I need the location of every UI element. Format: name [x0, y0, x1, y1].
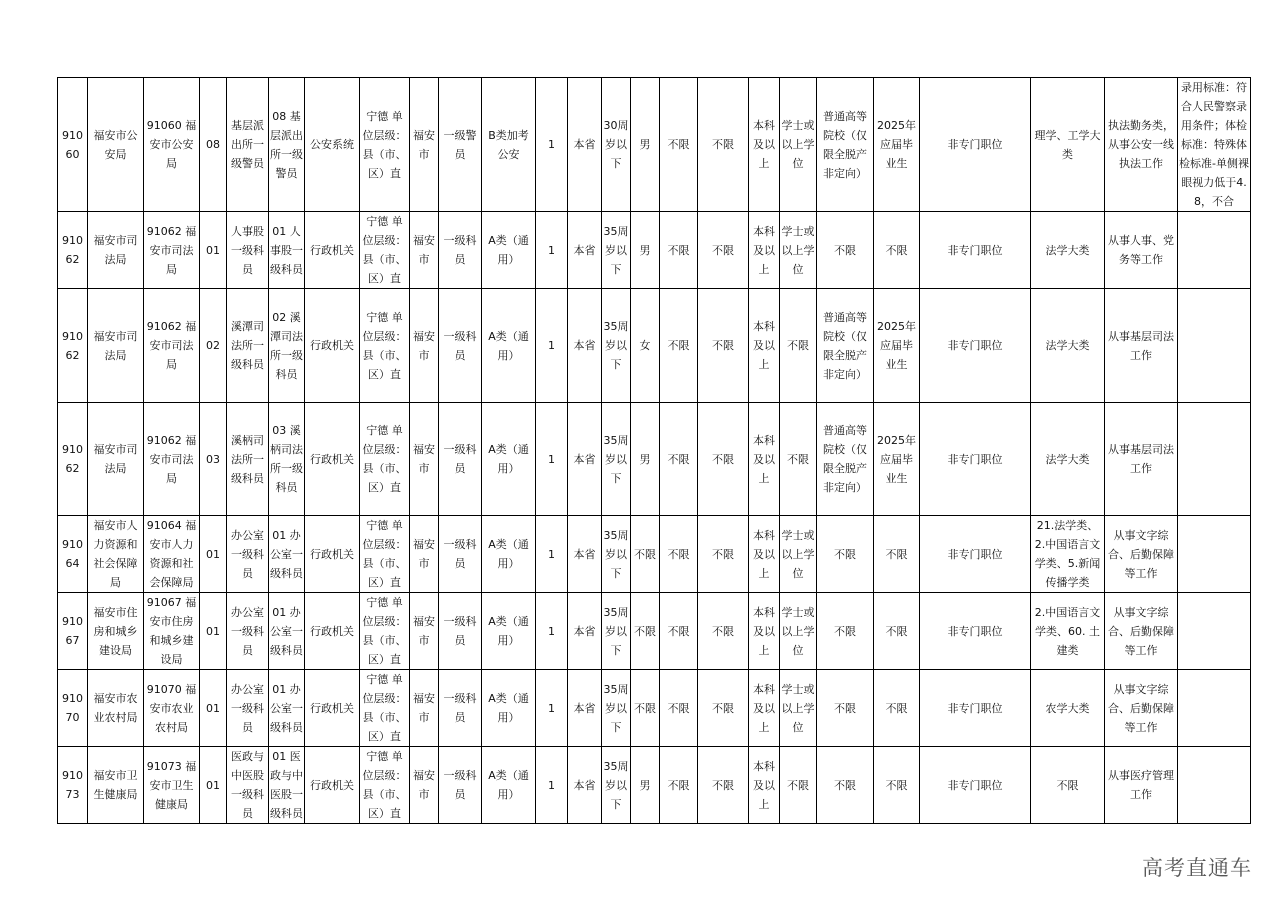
cell: 本省 — [568, 593, 602, 670]
cell: 非专门职位 — [920, 670, 1031, 747]
cell: 办公室一级科员 — [227, 593, 269, 670]
cell: 35周岁以下 — [602, 212, 631, 289]
cell: 不限 — [631, 670, 660, 747]
cell: 不限 — [698, 747, 749, 824]
cell: 91062 — [58, 403, 88, 516]
cell: A类（通用） — [482, 212, 536, 289]
cell: 91067 福安市住房和城乡建设局 — [144, 593, 200, 670]
cell: 宁德 单位层级：县（市、区）直 — [360, 747, 410, 824]
cell: 不限 — [817, 593, 874, 670]
cell: 1 — [536, 403, 568, 516]
cell: 不限 — [780, 747, 817, 824]
cell: 03 溪柄司法所一级科员 — [269, 403, 305, 516]
cell: 不限 — [631, 516, 660, 593]
cell: 本科及以上 — [749, 289, 780, 403]
cell: 30周岁以下 — [602, 78, 631, 212]
cell: A类（通用） — [482, 403, 536, 516]
cell: 溪柄司法所一级科员 — [227, 403, 269, 516]
cell: 不限 — [698, 289, 749, 403]
cell: 本省 — [568, 747, 602, 824]
cell: 法学大类 — [1031, 289, 1105, 403]
cell: 1 — [536, 78, 568, 212]
table-row — [58, 212, 1251, 289]
cell: 不限 — [660, 403, 698, 516]
cell: 35周岁以下 — [602, 516, 631, 593]
cell: 福安市司法局 — [88, 403, 144, 516]
cell: 不限 — [817, 670, 874, 747]
cell: 福安市公安局 — [88, 78, 144, 212]
watermark: 高考直通车 — [1142, 856, 1252, 880]
recruitment-table — [57, 77, 1251, 824]
cell: 一级科员 — [439, 516, 482, 593]
cell: 91064 福安市人力资源和社会保障局 — [144, 516, 200, 593]
cell: 91062 福安市司法局 — [144, 289, 200, 403]
cell: 91073 — [58, 747, 88, 824]
cell: 01 — [200, 747, 227, 824]
cell: 不限 — [874, 593, 920, 670]
cell: 本科及以上 — [749, 403, 780, 516]
cell: 01 医政与中医股一级科员 — [269, 747, 305, 824]
cell: 不限 — [874, 516, 920, 593]
cell: 08 基层派出所一级警员 — [269, 78, 305, 212]
cell: 不限 — [874, 747, 920, 824]
cell: 本科及以上 — [749, 670, 780, 747]
cell: 2025年应届毕业生 — [874, 78, 920, 212]
cell: 学士或以上学位 — [780, 593, 817, 670]
cell: 从事基层司法工作 — [1105, 403, 1178, 516]
cell: 非专门职位 — [920, 403, 1031, 516]
cell: 非专门职位 — [920, 289, 1031, 403]
cell: 21.法学类、2.中国语言文学类、5.新闻传播学类 — [1031, 516, 1105, 593]
cell: 从事文字综合、后勤保障等工作 — [1105, 670, 1178, 747]
cell: 本科及以上 — [749, 78, 780, 212]
cell: 不限 — [660, 516, 698, 593]
cell: 普通高等院校（仅限全脱产非定向） — [817, 78, 874, 212]
table-row — [58, 403, 1251, 516]
cell: 不限 — [631, 593, 660, 670]
cell: 男 — [631, 212, 660, 289]
cell: 福安市 — [410, 289, 439, 403]
cell: 35周岁以下 — [602, 403, 631, 516]
cell: 溪潭司法所一级科员 — [227, 289, 269, 403]
cell: 福安市 — [410, 747, 439, 824]
table-row — [58, 516, 1251, 593]
cell: 08 — [200, 78, 227, 212]
cell: 01 — [200, 670, 227, 747]
cell: A类（通用） — [482, 747, 536, 824]
cell: 本省 — [568, 289, 602, 403]
cell: 不限 — [874, 670, 920, 747]
cell: 本省 — [568, 78, 602, 212]
cell: 法学大类 — [1031, 212, 1105, 289]
cell: 办公室一级科员 — [227, 516, 269, 593]
table-row — [58, 593, 1251, 670]
cell: 行政机关 — [305, 403, 360, 516]
cell: 福安市卫生健康局 — [88, 747, 144, 824]
cell: 福安市 — [410, 593, 439, 670]
cell: 1 — [536, 516, 568, 593]
cell: 2.中国语言文学类、60. 土建类 — [1031, 593, 1105, 670]
cell: 从事人事、党务等工作 — [1105, 212, 1178, 289]
cell: 1 — [536, 670, 568, 747]
cell: 本科及以上 — [749, 516, 780, 593]
table-body — [58, 78, 1251, 824]
cell: 1 — [536, 593, 568, 670]
cell: 不限 — [660, 593, 698, 670]
cell: 一级科员 — [439, 289, 482, 403]
cell: 本省 — [568, 516, 602, 593]
cell: 宁德 单位层级：县（市、区）直 — [360, 403, 410, 516]
cell: 91062 — [58, 289, 88, 403]
cell: 不限 — [817, 212, 874, 289]
cell: A类（通用） — [482, 289, 536, 403]
cell: 理学、工学大类 — [1031, 78, 1105, 212]
table-row — [58, 78, 1251, 212]
cell: 一级警员 — [439, 78, 482, 212]
cell: 35周岁以下 — [602, 593, 631, 670]
cell: 学士或以上学位 — [780, 670, 817, 747]
cell: 91070 福安市农业农村局 — [144, 670, 200, 747]
cell: 2025年应届毕业生 — [874, 403, 920, 516]
cell: 非专门职位 — [920, 747, 1031, 824]
cell: 一级科员 — [439, 212, 482, 289]
cell: 从事医疗管理工作 — [1105, 747, 1178, 824]
cell: 35周岁以下 — [602, 747, 631, 824]
cell: 不限 — [1031, 747, 1105, 824]
cell: 35周岁以下 — [602, 289, 631, 403]
cell: 从事文字综合、后勤保障等工作 — [1105, 593, 1178, 670]
table-row — [58, 289, 1251, 403]
cell: 福安市 — [410, 212, 439, 289]
cell: 91062 福安市司法局 — [144, 403, 200, 516]
cell: 不限 — [698, 516, 749, 593]
cell: 男 — [631, 747, 660, 824]
cell: 01 — [200, 593, 227, 670]
cell: 不限 — [817, 747, 874, 824]
cell: 宁德 单位层级：县（市、区）直 — [360, 593, 410, 670]
cell: 不限 — [660, 747, 698, 824]
cell: 非专门职位 — [920, 212, 1031, 289]
cell: 行政机关 — [305, 670, 360, 747]
cell: 01 — [200, 212, 227, 289]
cell: 宁德 单位层级：县（市、区）直 — [360, 212, 410, 289]
cell — [1178, 747, 1251, 824]
cell: 本科及以上 — [749, 212, 780, 289]
cell — [1178, 403, 1251, 516]
cell: 91073 福安市卫生健康局 — [144, 747, 200, 824]
table-row — [58, 747, 1251, 824]
cell: 学士或以上学位 — [780, 78, 817, 212]
cell: 福安市住房和城乡建设局 — [88, 593, 144, 670]
cell: 一级科员 — [439, 403, 482, 516]
cell: 男 — [631, 78, 660, 212]
cell: 福安市 — [410, 403, 439, 516]
cell: 35周岁以下 — [602, 670, 631, 747]
cell: 91064 — [58, 516, 88, 593]
cell: 2025年应届毕业生 — [874, 289, 920, 403]
cell: 本省 — [568, 670, 602, 747]
cell — [1178, 212, 1251, 289]
cell: 91060 福安市公安局 — [144, 78, 200, 212]
cell: 不限 — [660, 289, 698, 403]
cell: 非专门职位 — [920, 78, 1031, 212]
cell: 03 — [200, 403, 227, 516]
cell: 91067 — [58, 593, 88, 670]
cell: 宁德 单位层级：县（市、区）直 — [360, 78, 410, 212]
cell: 福安市 — [410, 670, 439, 747]
cell: 不限 — [660, 78, 698, 212]
cell: 1 — [536, 289, 568, 403]
cell: 01 办公室一级科员 — [269, 670, 305, 747]
cell: 女 — [631, 289, 660, 403]
cell: 男 — [631, 403, 660, 516]
cell: 不限 — [698, 670, 749, 747]
cell: 普通高等院校（仅限全脱产非定向） — [817, 403, 874, 516]
cell: 不限 — [660, 212, 698, 289]
cell: 从事基层司法工作 — [1105, 289, 1178, 403]
cell: 01 人事股一级科员 — [269, 212, 305, 289]
cell: 01 — [200, 516, 227, 593]
cell: 非专门职位 — [920, 593, 1031, 670]
cell: 02 溪潭司法所一级科员 — [269, 289, 305, 403]
cell: 人事股一级科员 — [227, 212, 269, 289]
cell — [1178, 593, 1251, 670]
cell: 法学大类 — [1031, 403, 1105, 516]
cell: 一级科员 — [439, 747, 482, 824]
cell: 基层派出所一级警员 — [227, 78, 269, 212]
cell: 福安市人力资源和社会保障局 — [88, 516, 144, 593]
cell: B类加考公安 — [482, 78, 536, 212]
cell: 学士或以上学位 — [780, 516, 817, 593]
cell: 本科及以上 — [749, 593, 780, 670]
cell: A类（通用） — [482, 593, 536, 670]
cell: 01 办公室一级科员 — [269, 516, 305, 593]
cell: 不限 — [780, 403, 817, 516]
cell: 福安市农业农村局 — [88, 670, 144, 747]
cell: A类（通用） — [482, 516, 536, 593]
cell: 01 办公室一级科员 — [269, 593, 305, 670]
cell: 医政与中医股一级科员 — [227, 747, 269, 824]
cell: 一级科员 — [439, 670, 482, 747]
cell: 行政机关 — [305, 212, 360, 289]
cell: A类（通用） — [482, 670, 536, 747]
cell: 不限 — [698, 212, 749, 289]
cell: 宁德 单位层级：县（市、区）直 — [360, 670, 410, 747]
cell: 1 — [536, 212, 568, 289]
cell: 不限 — [698, 593, 749, 670]
cell: 行政机关 — [305, 593, 360, 670]
cell: 从事文字综合、后勤保障等工作 — [1105, 516, 1178, 593]
cell: 办公室一级科员 — [227, 670, 269, 747]
cell: 农学大类 — [1031, 670, 1105, 747]
cell: 执法勤务类，从事公安一线执法工作 — [1105, 78, 1178, 212]
cell: 不限 — [660, 670, 698, 747]
cell: 91060 — [58, 78, 88, 212]
cell: 91070 — [58, 670, 88, 747]
cell: 91062 — [58, 212, 88, 289]
cell: 福安市 — [410, 78, 439, 212]
cell: 非专门职位 — [920, 516, 1031, 593]
cell — [1178, 670, 1251, 747]
cell: 本省 — [568, 212, 602, 289]
cell: 录用标准：符合人民警察录用条件；体检标准：特殊体检标准-单侧裸眼视力低于4.8，不合 — [1178, 78, 1251, 212]
cell: 不限 — [817, 516, 874, 593]
cell: 不限 — [698, 403, 749, 516]
cell: 学士或以上学位 — [780, 212, 817, 289]
cell: 本省 — [568, 403, 602, 516]
cell: 行政机关 — [305, 289, 360, 403]
cell: 不限 — [698, 78, 749, 212]
cell: 福安市司法局 — [88, 212, 144, 289]
cell: 行政机关 — [305, 516, 360, 593]
cell: 行政机关 — [305, 747, 360, 824]
cell: 一级科员 — [439, 593, 482, 670]
cell: 普通高等院校（仅限全脱产非定向） — [817, 289, 874, 403]
cell: 宁德 单位层级：县（市、区）直 — [360, 516, 410, 593]
cell: 福安市 — [410, 516, 439, 593]
cell: 02 — [200, 289, 227, 403]
cell: 本科及以上 — [749, 747, 780, 824]
cell: 宁德 单位层级：县（市、区）直 — [360, 289, 410, 403]
cell: 1 — [536, 747, 568, 824]
cell: 不限 — [874, 212, 920, 289]
cell — [1178, 516, 1251, 593]
cell: 91062 福安市司法局 — [144, 212, 200, 289]
table-row — [58, 670, 1251, 747]
cell: 福安市司法局 — [88, 289, 144, 403]
cell: 不限 — [780, 289, 817, 403]
cell — [1178, 289, 1251, 403]
cell: 公安系统 — [305, 78, 360, 212]
